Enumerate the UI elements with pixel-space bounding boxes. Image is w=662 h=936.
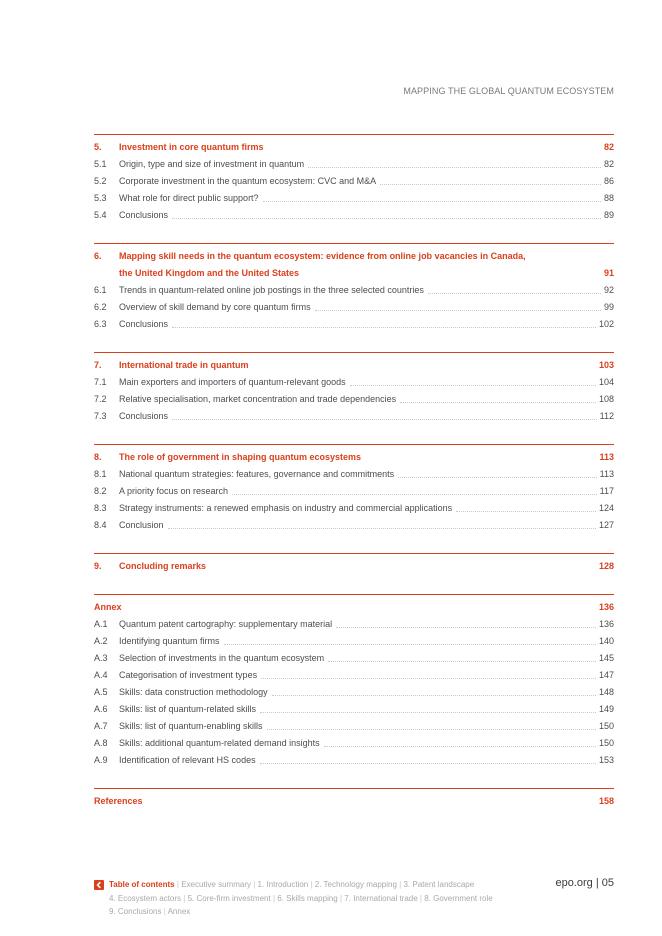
toc-chapter-entry[interactable]: [94, 139, 614, 156]
toc-subentry[interactable]: [94, 207, 614, 224]
leader-dots: [260, 763, 596, 764]
site-link[interactable]: epo.org: [555, 877, 593, 889]
leader-dots: [172, 218, 601, 219]
toc-subentry[interactable]: [94, 391, 614, 408]
entry-title: Skills: list of quantum-enabling skills: [119, 721, 263, 731]
entry-number: A.7: [94, 721, 108, 731]
entry-page: 88: [603, 193, 614, 203]
toc-subentry[interactable]: [94, 316, 614, 333]
entry-page: 150: [598, 738, 614, 748]
entry-number: 9.: [94, 561, 102, 571]
entry-page: 112: [599, 411, 614, 421]
toc-subentry[interactable]: [94, 299, 614, 316]
toc-subentry[interactable]: [94, 752, 614, 769]
leader-dots: [172, 419, 597, 420]
toc-subentry[interactable]: [94, 517, 614, 534]
entry-title: National quantum strategies: features, governance and commitments: [119, 469, 395, 479]
chevron-left-icon[interactable]: [94, 880, 104, 890]
entry-title: What role for direct public support?: [119, 193, 259, 203]
leader-dots: [260, 712, 596, 713]
entry-title: Investment in core quantum firms: [119, 142, 264, 152]
toc-subentry[interactable]: [94, 667, 614, 684]
entry-number: 5.2: [94, 176, 107, 186]
entry-title: Overview of skill demand by core quantum firms: [119, 302, 311, 312]
entry-page: 104: [598, 377, 614, 387]
entry-title: Skills: list of quantum-related skills: [119, 704, 257, 714]
entry-number: A.5: [94, 687, 108, 697]
entry-number: 8.3: [94, 503, 107, 513]
footer-link[interactable]: 4. Ecosystem actors: [109, 893, 182, 903]
entry-page: 150: [598, 721, 614, 731]
leader-dots: [400, 402, 596, 403]
leader-dots: [172, 327, 596, 328]
toc-subentry[interactable]: [94, 408, 614, 425]
entry-title: Trends in quantum-related online job postings in the three selected countries: [119, 285, 424, 295]
footer-link[interactable]: 6. Skills mapping: [277, 893, 338, 903]
entry-title: Origin, type and size of investment in quantum: [119, 159, 305, 169]
leader-dots: [350, 385, 596, 386]
entry-page: 136: [598, 602, 614, 612]
entry-page: 136: [598, 619, 614, 629]
toc-chapter-entry[interactable]: [94, 357, 614, 374]
entry-number: A.1: [94, 619, 108, 629]
leader-dots: [428, 293, 601, 294]
separator: |: [253, 880, 258, 889]
entry-title: Mapping skill needs in the quantum ecosystem: evidence from online job vacancies in Canada,: [119, 251, 526, 261]
entry-title: References: [94, 796, 143, 806]
separator: |: [339, 893, 345, 903]
leader-dots: [267, 729, 596, 730]
entry-number: 8.: [94, 452, 102, 462]
entry-page: 140: [598, 636, 614, 646]
toc-subentry[interactable]: [94, 282, 614, 299]
entry-title: The role of government in shaping quantum ecosystems: [119, 452, 362, 462]
entry-page: 99: [603, 302, 614, 312]
toc-subentry[interactable]: [94, 735, 614, 752]
entry-number: A.6: [94, 704, 108, 714]
entry-number: 5.3: [94, 193, 107, 203]
leader-dots: [168, 528, 596, 529]
toc-subentry[interactable]: [94, 483, 614, 500]
entry-title: Relative specialisation, market concentration and trade dependencies: [119, 394, 397, 404]
entry-number: 8.4: [94, 520, 107, 530]
entry-number: A.8: [94, 738, 108, 748]
footer-link[interactable]: 1. Introduction: [257, 880, 309, 889]
toc-section-annex: [94, 594, 614, 769]
entry-number: 6.3: [94, 319, 107, 329]
footer-link[interactable]: 2. Technology mapping: [314, 880, 397, 889]
footer-link-table-of-contents[interactable]: Table of contents: [109, 880, 175, 889]
leader-dots: [328, 661, 596, 662]
entry-number: 8.2: [94, 486, 107, 496]
separator: |: [163, 907, 168, 916]
toc-subentry[interactable]: [94, 190, 614, 207]
leader-dots: [232, 494, 597, 495]
toc-subentry[interactable]: [94, 633, 614, 650]
entry-page: 89: [603, 210, 614, 220]
separator: |: [272, 893, 278, 903]
entry-title: Conclusion: [119, 520, 164, 530]
separator: |: [183, 893, 188, 903]
toc-section-6: [94, 243, 614, 333]
running-head: MAPPING THE GLOBAL QUANTUM ECOSYSTEM: [403, 86, 614, 96]
footer-links: [109, 878, 539, 919]
toc-chapter-entry[interactable]: [94, 558, 614, 575]
entry-title: Quantum patent cartography: supplementary material: [119, 619, 333, 629]
toc-chapter-entry[interactable]: [94, 599, 614, 616]
entry-number: 7.3: [94, 411, 107, 421]
entry-number: A.9: [94, 755, 108, 765]
toc-chapter-entry-line1[interactable]: [94, 248, 614, 265]
entry-page: 82: [603, 159, 614, 169]
footer-link[interactable]: 8. Government role: [424, 893, 493, 903]
separator: |: [592, 877, 602, 889]
entry-number: 7.: [94, 360, 102, 370]
footer-link[interactable]: 5. Core-firm investment: [187, 893, 271, 903]
page-info: [555, 877, 614, 891]
entry-title: Annex: [94, 602, 122, 612]
entry-page: 86: [603, 176, 614, 186]
entry-page: 82: [603, 142, 614, 152]
toc-subentry[interactable]: [94, 173, 614, 190]
leader-dots: [456, 511, 596, 512]
entry-number: A.2: [94, 636, 108, 646]
entry-title: Corporate investment in the quantum ecosystem: CVC and M&A: [119, 176, 377, 186]
entry-page: 158: [598, 796, 614, 806]
entry-page: 147: [598, 670, 614, 680]
leader-dots: [261, 678, 596, 679]
entry-title: Identifying quantum firms: [119, 636, 220, 646]
toc-section-8: [94, 444, 614, 534]
separator: |: [176, 880, 182, 889]
leader-dots: [324, 746, 596, 747]
separator: |: [310, 880, 315, 889]
entry-title: Selection of investments in the quantum ecosystem: [119, 653, 325, 663]
entry-number: 7.1: [94, 377, 107, 387]
entry-title: Categorisation of investment types: [119, 670, 258, 680]
toc-section-references: [94, 788, 614, 810]
entry-page: 102: [598, 319, 614, 329]
entry-number: 6.2: [94, 302, 107, 312]
entry-page: 149: [598, 704, 614, 714]
toc-subentry[interactable]: [94, 374, 614, 391]
entry-page: 153: [598, 755, 614, 765]
table-of-contents: [94, 134, 614, 829]
toc-section-5: [94, 134, 614, 224]
entry-number: 8.1: [94, 469, 107, 479]
footer-link[interactable]: Executive summary: [181, 880, 251, 889]
entry-page: 145: [598, 653, 614, 663]
entry-page: 113: [599, 469, 614, 479]
entry-page: 113: [599, 452, 614, 462]
entry-title: Main exporters and importers of quantum-relevant goods: [119, 377, 346, 387]
footer-link[interactable]: 7. International trade: [344, 893, 418, 903]
entry-title: A priority focus on research: [119, 486, 229, 496]
toc-subentry[interactable]: [94, 650, 614, 667]
entry-number: A.3: [94, 653, 108, 663]
footer-link[interactable]: Annex: [167, 907, 191, 916]
entry-title: Identification of relevant HS codes: [119, 755, 256, 765]
entry-page: 128: [598, 561, 614, 571]
toc-chapter-entry-line2[interactable]: [94, 265, 614, 282]
leader-dots: [398, 477, 596, 478]
entry-title: Conclusions: [119, 411, 169, 421]
footer-link[interactable]: 3. Patent landscape: [403, 880, 475, 889]
entry-page: 148: [598, 687, 614, 697]
leader-dots: [315, 310, 601, 311]
entry-title: Concluding remarks: [119, 561, 207, 571]
entry-number: 5.4: [94, 210, 107, 220]
toc-chapter-entry[interactable]: [94, 449, 614, 466]
toc-chapter-entry[interactable]: [94, 793, 614, 810]
entry-number: A.4: [94, 670, 108, 680]
toc-subentry[interactable]: [94, 156, 614, 173]
toc-subentry[interactable]: [94, 701, 614, 718]
entry-number: 6.1: [94, 285, 107, 295]
entry-title: Strategy instruments: a renewed emphasis on industry and commercial applications: [119, 503, 453, 513]
entry-title: Conclusions: [119, 319, 169, 329]
entry-number: 5.: [94, 142, 102, 152]
leader-dots: [336, 627, 596, 628]
leader-dots: [272, 695, 596, 696]
toc-subentry[interactable]: [94, 616, 614, 633]
entry-title: Conclusions: [119, 210, 169, 220]
footer-link[interactable]: 9. Conclusions: [109, 907, 162, 916]
toc-subentry[interactable]: [94, 684, 614, 701]
entry-title: International trade in quantum: [119, 360, 249, 370]
toc-subentry[interactable]: [94, 466, 614, 483]
entry-page: 108: [598, 394, 614, 404]
entry-page: 92: [603, 285, 614, 295]
entry-page: 124: [598, 503, 614, 513]
toc-section-9: [94, 553, 614, 575]
entry-title: Skills: additional quantum-related demand insights: [119, 738, 320, 748]
entry-page: 91: [603, 268, 614, 278]
entry-number: 7.2: [94, 394, 107, 404]
toc-section-7: [94, 352, 614, 425]
entry-number: 5.1: [94, 159, 107, 169]
page-number: 05: [601, 877, 614, 889]
entry-title: Skills: data construction methodology: [119, 687, 268, 697]
separator: |: [399, 880, 404, 889]
leader-dots: [263, 201, 601, 202]
leader-dots: [308, 167, 601, 168]
separator: |: [419, 893, 425, 903]
entry-page: 117: [599, 486, 614, 496]
entry-page: 103: [598, 360, 614, 370]
leader-dots: [224, 644, 596, 645]
entry-number: 6.: [94, 251, 102, 261]
entry-page: 127: [598, 520, 614, 530]
toc-subentry[interactable]: [94, 718, 614, 735]
entry-title-continued: the United Kingdom and the United States: [119, 268, 300, 278]
leader-dots: [380, 184, 601, 185]
toc-subentry[interactable]: [94, 500, 614, 517]
